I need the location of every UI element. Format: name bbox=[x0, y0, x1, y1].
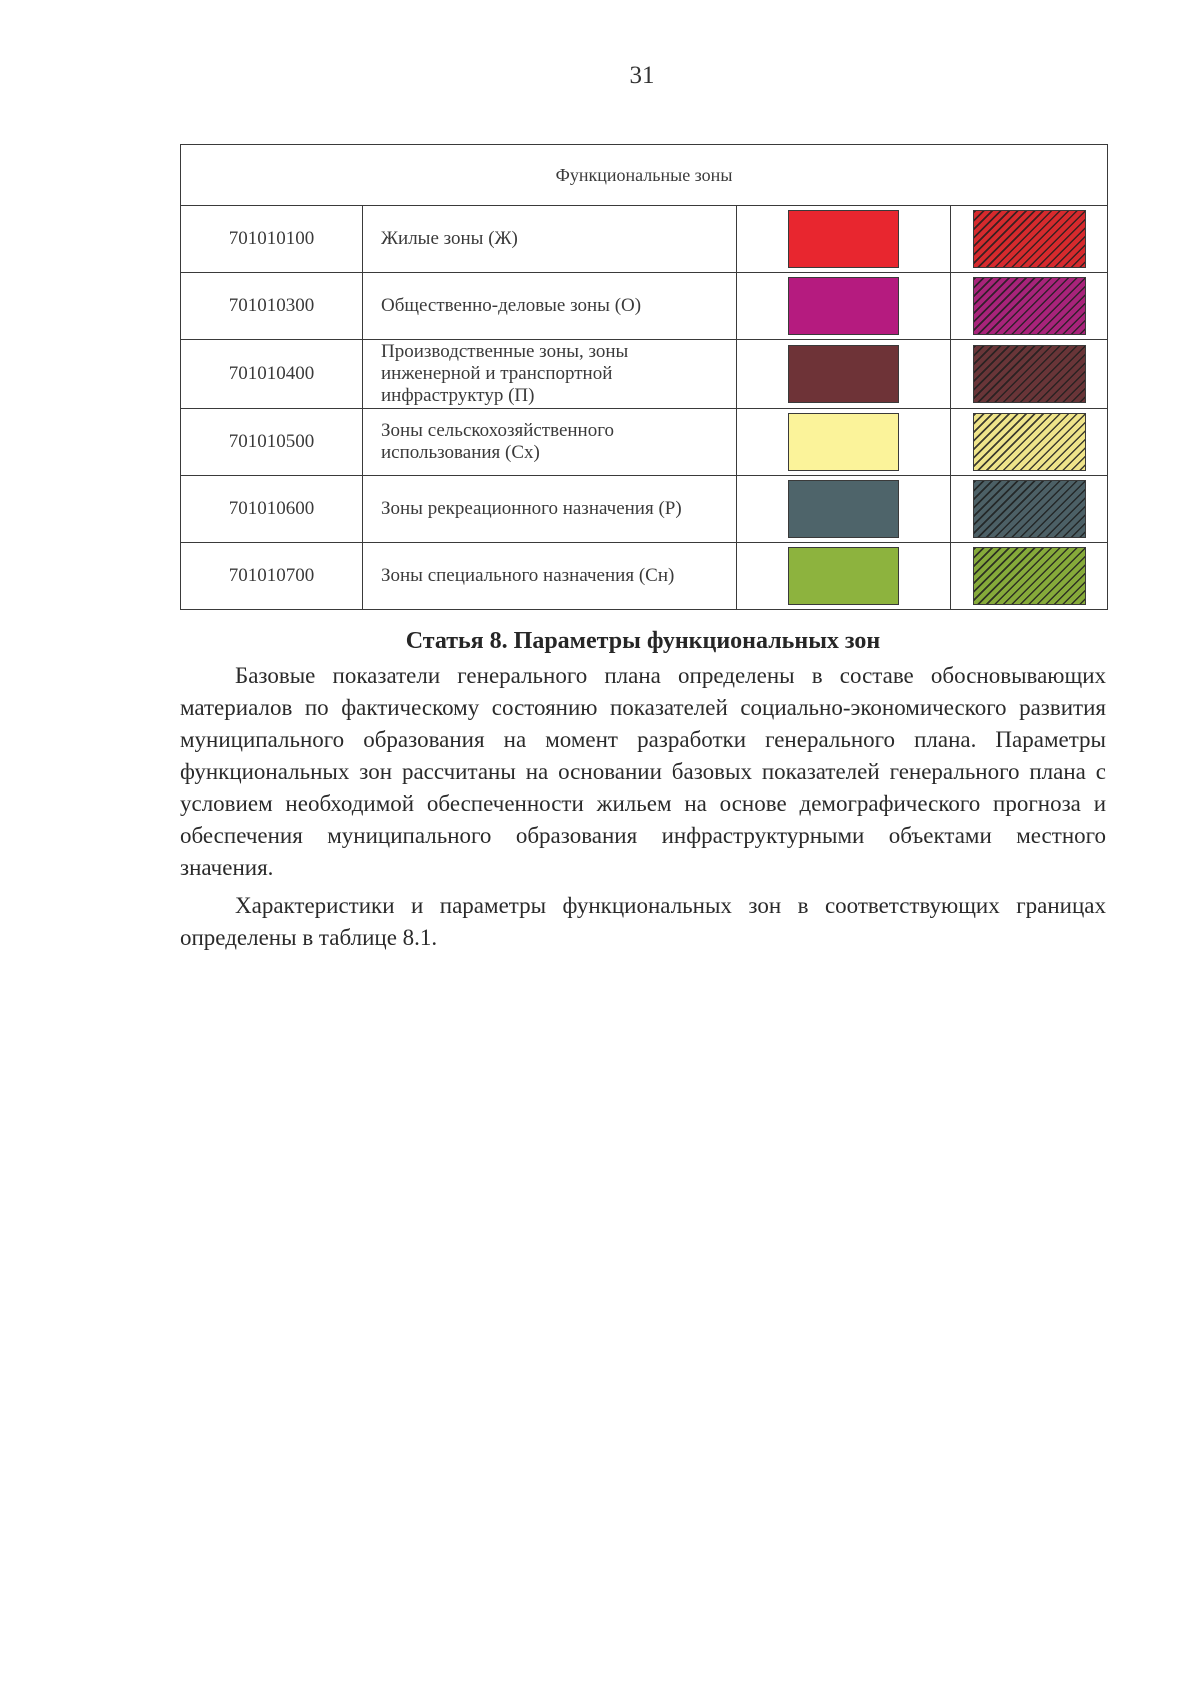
functional-zones-table bbox=[180, 144, 1108, 610]
article-body bbox=[180, 660, 1106, 960]
hatched-fill-swatch bbox=[973, 480, 1086, 538]
zone-code: 701010400 bbox=[181, 340, 363, 409]
hatched-fill-swatch bbox=[973, 277, 1086, 335]
zone-code: 701010500 bbox=[181, 409, 363, 476]
zone-name: Зоны специального назначения (Сн) bbox=[363, 543, 737, 610]
zone-code: 701010300 bbox=[181, 273, 363, 340]
color-fill-swatch bbox=[788, 210, 899, 268]
hatch-swatch-cell bbox=[951, 340, 1108, 409]
table-row bbox=[181, 543, 1108, 610]
table-row bbox=[181, 340, 1108, 409]
fill-swatch-cell bbox=[737, 206, 951, 273]
zone-code: 701010700 bbox=[181, 543, 363, 610]
color-fill-swatch bbox=[788, 277, 899, 335]
color-fill-swatch bbox=[788, 413, 899, 471]
zone-code: 701010100 bbox=[181, 206, 363, 273]
color-fill-swatch bbox=[788, 480, 899, 538]
article-title: Статья 8. Параметры функциональных зон bbox=[405, 628, 881, 654]
zone-name: Жилые зоны (Ж) bbox=[363, 206, 737, 273]
hatch-swatch-cell bbox=[951, 206, 1108, 273]
fill-swatch-cell bbox=[737, 543, 951, 610]
fill-swatch-cell bbox=[737, 273, 951, 340]
table-row bbox=[181, 273, 1108, 340]
hatched-fill-swatch bbox=[973, 413, 1086, 471]
color-fill-swatch bbox=[788, 345, 899, 403]
fill-swatch-cell bbox=[737, 340, 951, 409]
color-fill-swatch bbox=[788, 547, 899, 605]
zone-name: Зоны сельскохозяйственного использования (Сх) bbox=[363, 409, 737, 476]
hatch-swatch-cell bbox=[951, 476, 1108, 543]
hatched-fill-swatch bbox=[973, 345, 1086, 403]
zone-name: Производственные зоны, зоны инженерной и транспортной инфраструктур (П) bbox=[363, 340, 737, 409]
table-row bbox=[181, 206, 1108, 273]
paragraph: Характеристики и параметры функциональных зон в соответствующих границах определены в таблице 8.1. bbox=[180, 893, 1106, 950]
hatch-swatch-cell bbox=[951, 543, 1108, 610]
fill-swatch-cell bbox=[737, 476, 951, 543]
fill-swatch-cell bbox=[737, 409, 951, 476]
hatch-swatch-cell bbox=[951, 409, 1108, 476]
zone-name: Общественно-деловые зоны (О) bbox=[363, 273, 737, 340]
table-row bbox=[181, 409, 1108, 476]
hatch-swatch-cell bbox=[951, 273, 1108, 340]
hatched-fill-swatch bbox=[973, 547, 1086, 605]
table-header: Функциональные зоны bbox=[181, 145, 1108, 206]
hatched-fill-swatch bbox=[973, 210, 1086, 268]
paragraph: Базовые показатели генерального плана определены в составе обосновывающих материалов по фактическому состоянию показателей социально-экономического развития муниципального образования на момент разработки генерального плана. Параметры функциональных зон рассчитаны на основании базовых показателей генерального плана с условием необходимой обеспеченности жильем на основе демографического прогноза и обеспечения муниципального образования инфраструктурными объектами местного значения. bbox=[180, 663, 1106, 880]
zone-name: Зоны рекреационного назначения (Р) bbox=[363, 476, 737, 543]
table-row bbox=[181, 476, 1108, 543]
zone-code: 701010600 bbox=[181, 476, 363, 543]
table-header-row bbox=[181, 145, 1108, 206]
page-number: 31 bbox=[629, 62, 655, 89]
